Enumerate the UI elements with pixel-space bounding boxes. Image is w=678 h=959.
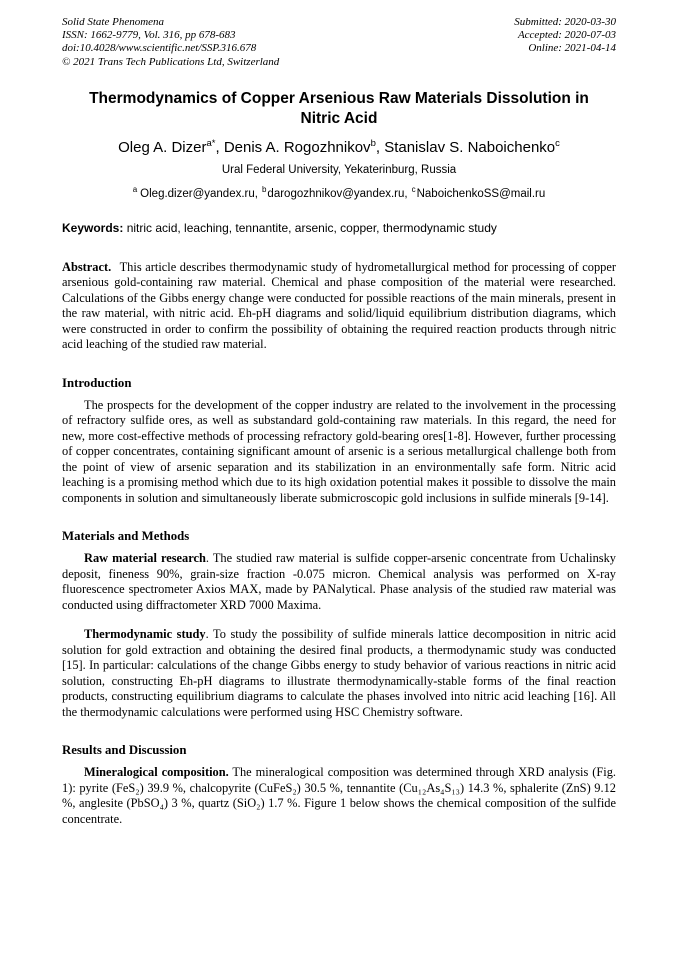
doi-line: doi:10.4028/www.scientific.net/SSP.316.678	[62, 42, 257, 55]
email-2	[261, 185, 408, 200]
mineralogical-composition-lead: Mineralogical composition.	[84, 765, 229, 780]
author-superscript: a*	[206, 138, 216, 150]
accepted-date: Accepted: 2020-07-03	[517, 29, 616, 42]
mineralogical-composition-paragraph	[62, 765, 616, 827]
email-address: Oleg.dizer@yandex.ru,	[140, 187, 258, 200]
author-1	[118, 139, 224, 156]
email-address: NaboichenkoSS@mail.ru	[416, 187, 546, 200]
submitted-date: Submitted: 2020-03-30	[514, 16, 616, 28]
email-address: darogozhnikov@yandex.ru,	[267, 187, 408, 200]
thermodynamic-study-text: . To study the possibility of sulfide minerals lattice decomposition in nitric acid solution for gold extraction and obtaining the desired final products, a thermodynamic study was conducted [15]. In particular: calculations of the change Gibbs energy to study behavior of various reactions in nitric acid solution, constructing Eh-pH diagrams to illustrate thermodynamically-stable forms of the final reaction products, constructing equilibrium diagrams to calculate the phases involved into nitric acid leaching [16]. All the thermodynamic calculations were performed using HSC Chemistry software.	[62, 627, 616, 719]
section-heading-results-and-discussion: Results and Discussion	[62, 743, 187, 758]
copyright-line: © 2021 Trans Tech Publications Ltd, Switzerland	[62, 55, 280, 68]
thermodynamic-study-paragraph	[62, 627, 616, 720]
journal-header	[62, 16, 616, 69]
paper-title-line1: Thermodynamics of Copper Arsenious Raw Materials Dissolution in	[89, 89, 589, 107]
abstract-text: This article describes thermodynamic study of hydrometallurgical method for processing of copper arsenious gold-containing raw material. Chemical and phase composition of the material were researched. Calculations of the Gibbs energy change were conducted for possible reactions of the main minerals, present in the raw material, with nitric acid. Eh-pH diagrams and solid/liquid equilibrium distribution diagrams, which were constructed in order to confirm the possibility of obtaining the required reaction products through nitric acid leaching of the studied raw material.	[62, 259, 617, 352]
raw-material-text: . The studied raw material is sulfide copper-arsenic concentrate from Uchalinsky deposit, fineness 90%, grain-size fraction -0.075 micron. Chemical analysis was performed on X-ray fluorescence spectrometer Axios MAX, made by PANalytical. Phase analysis of the studied raw material was conducted using diffractometer XRD 7000 Maxima.	[62, 551, 616, 612]
author-name: Stanislav S. Naboichenko	[384, 139, 556, 157]
paper-title	[62, 89, 616, 129]
paper-title-line2: Nitric Acid	[300, 109, 378, 127]
raw-material-lead: Raw material research	[84, 551, 206, 566]
journal-header-right	[514, 16, 616, 69]
email-list	[62, 185, 616, 200]
email-1	[132, 185, 258, 200]
keywords-line	[62, 221, 616, 235]
keywords-label: Keywords:	[62, 220, 124, 235]
author-separator: ,	[375, 139, 385, 157]
thermodynamic-study-lead: Thermodynamic study	[84, 627, 206, 642]
author-name: Oleg A. Dizer	[118, 139, 207, 157]
abstract	[62, 260, 616, 353]
section-heading-introduction: Introduction	[62, 375, 132, 390]
author-superscript: b	[370, 138, 376, 150]
journal-name: Solid State Phenomena	[62, 16, 165, 28]
raw-material-paragraph	[62, 551, 616, 613]
email-superscript: c	[411, 185, 416, 195]
online-date: Online: 2021-04-14	[528, 42, 616, 55]
keywords-text: nitric acid, leaching, tennantite, arsenic, copper, thermodynamic study	[126, 220, 497, 235]
abstract-label: Abstract.	[62, 259, 112, 274]
affiliation: Ural Federal University, Yekaterinburg, Russia	[221, 164, 457, 177]
email-superscript: a	[132, 185, 138, 195]
email-3	[411, 185, 546, 200]
email-superscript: b	[261, 185, 267, 195]
section-heading-materials-and-methods: Materials and Methods	[62, 529, 190, 544]
author-2	[224, 139, 384, 156]
author-separator: ,	[215, 139, 224, 157]
introduction-paragraph: The prospects for the development of the copper industry are related to the involvement in the processing of refractory sulfide ores, as well as substandard gold-containing raw materials. In this regard, the need for new, more cost-effective methods of processing refractory gold-bearing ores[1-8]. However, further processing of copper concentrates, containing significant amount of arsenic is a serious metallurgical challenge both from the point of view of arsenic separation and its stabilization in an environmentally safe form. Nitric acid leaching is a promising method which due to its high oxidation potential makes it possible to dissolve the main components in solution and simultaneously liberate submicroscopic gold inclusions in sulfide minerals [9-14].	[62, 397, 616, 505]
author-list	[62, 138, 616, 156]
author-name: Denis A. Rogozhnikov	[223, 139, 371, 157]
issn-line: ISSN: 1662-9779, Vol. 316, pp 678-683	[62, 29, 236, 42]
mineralogical-composition-text: The mineralogical composition was determined through XRD analysis (Fig. 1): pyrite (FeS₂) 39.9 %, chalcopyrite (CuFeS₂) 30.5 %, tennantite (Cu₁₂As₄S₁₃) 14.3 %, sphalerite (ZnS) 9.12 %, anglesite (PbSO₄) 3 %, quartz (SiO₂) 1.7 %. Figure 1 below shows the chemical composition of the sulfide concentrate.	[62, 765, 616, 826]
author-superscript: c	[555, 138, 560, 150]
journal-header-left	[62, 16, 279, 69]
author-3	[384, 139, 560, 156]
